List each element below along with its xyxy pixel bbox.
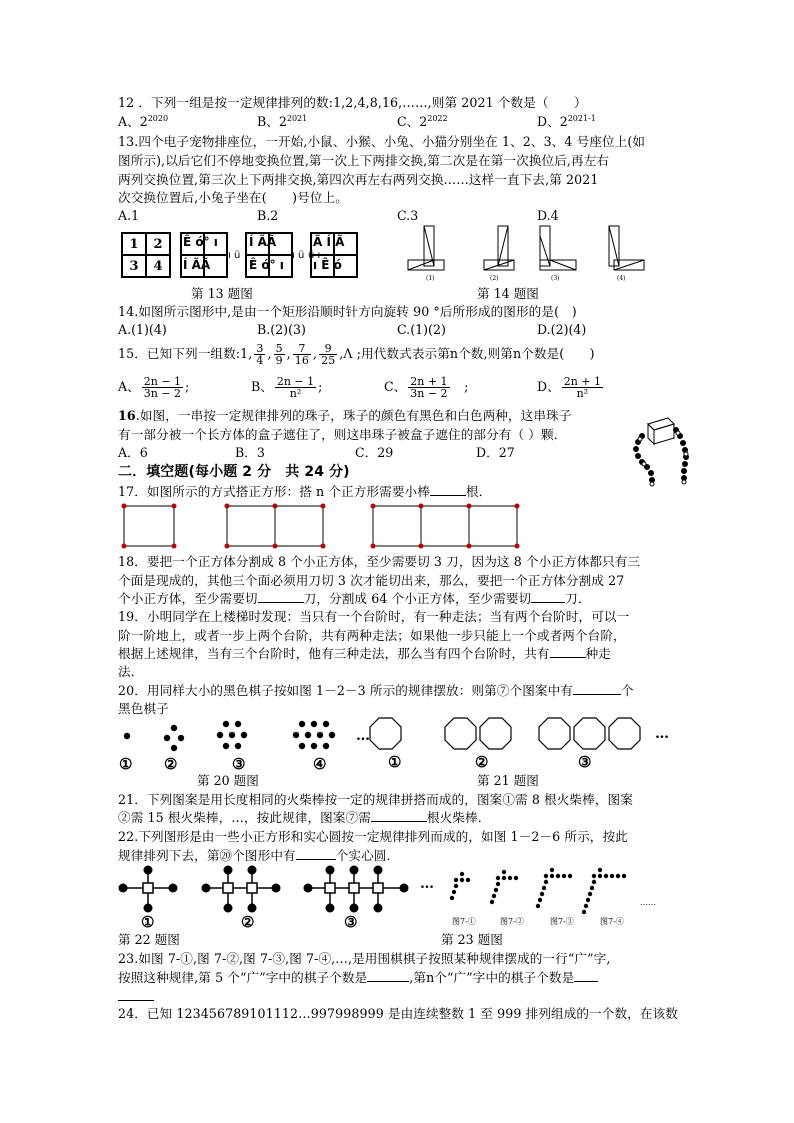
q23-answer-blank[interactable] [118,1000,154,1001]
q13-grid3-top: Ã Í Ã [313,235,345,249]
q23-caption: 第 23 题图 [441,932,503,947]
q14-stem: 14.如图所示图形中,是由一个矩形沿顺时针方向旋转 90 °后所形成的图形的是( ) [118,304,577,319]
q13-grid3-side: ü ı · [308,250,327,261]
q23-label-2: 图7-② [500,917,524,926]
q23-leading-dots: … [420,876,434,892]
q15-option-c: C、 $\frac{2n + 1}{3n - 2}$ ; [384,375,469,400]
q13-option-c: C.3 [397,208,419,223]
q13-line3: 两列交换位置,第三次上下两排交换,第四次再左右两列交换……这样一直下去,第 2021 [118,172,599,187]
q16-option-b: B．3 [235,445,265,460]
q19-line3: 根据上述规律，当有三个台阶时，他有三种走法，那么当有四个台阶时，共有 种走 [118,646,611,661]
q16-line1: 16.如图，一串按一定规律排列的珠子，珠子的颜色有黑色和白色两种，这串珠子 [118,408,572,423]
q12-option-c: C、$2^{2022}$ [397,114,448,129]
q21-line2: ②需 15 根火柴棒，…，按此规律，图案⑦需 根火柴棒． [118,810,491,825]
seat-2: 2 [146,233,170,255]
q18-line1: 18．要把一个正方体分割成 8 个小正方体，至少需要切 3 刀，因为这 8 个小正方体都只有三 [118,554,641,569]
q14-label-2: (2) [490,275,499,282]
q14-option-c: C.(1)(2) [397,322,446,337]
q13-option-a: A.1 [118,208,140,223]
q19-line1: 19．小明同学在上楼梯时发现：当只有一个台阶时，有一种走法；当有两个台阶时，可以一 [118,609,630,624]
q13-line2: 图所示),以后它们不停地变换位置,第一次上下两排交换,第二次是在第一次换位后,再左右 [118,153,610,168]
q20-dots-figure [118,716,358,752]
q16-option-d: D．27 [476,445,515,460]
q23-line1: 23.如图 7-①,图 7-②,图 7-③,图 7-④,…,是用围棋棋子按照某种规律摆成的一行“广”字, [118,951,611,966]
q13-grid1-top: Ê ó° ı [183,235,218,249]
q17-squares-figure [120,502,520,550]
q17-stem: 17．如图所示的方式搭正方形：搭 n 个正方形需要小棒 根． [118,484,492,499]
q12-stem: 12 ．下列一组是按一定规律排列的数:1,2,4,8,16,……,则第 2021 个数是（ ） [118,95,587,110]
q13-caption: 第 13 题图 [191,286,253,301]
q21-octagons-figure [370,716,670,754]
q13-option-b: B.2 [257,208,279,223]
q14-option-a: A.(1)(4) [118,322,167,337]
q13-grid2-side: ı ü [292,250,305,261]
q14-label-3: (3) [551,275,560,282]
q20-label-4: ④ [313,755,327,773]
q22-squares-circles-figure [118,866,418,916]
q16-bead-string-figure [628,416,690,488]
q20-line2: 黑色棋子 [118,701,169,716]
q12-option-d: D、$2^{2021-1}$ [537,114,596,129]
q13-grid3-bottom: ı Ê ó [313,258,342,272]
seat-4: 4 [146,255,170,277]
q14-label-1: (1) [426,275,435,282]
q13-grid1-bottom: Í ÃÃ [183,258,211,272]
q24-line1: 24．已知 123456789101112…997998999 是由连续整数 1 至 999 排列组成的一个数，在该数 [118,1006,678,1021]
q19-line4: 法． [118,664,144,679]
q16-line2: 有一部分被一个长方体的盒子遮住了，则这串珠子被盒子遮住的部分有（ ）颗． [118,427,567,442]
q20-label-2: ② [164,755,178,773]
q13-grid2-top: Í ÃÃ [249,235,277,249]
q21-trailing-dots: … [655,726,669,742]
q20-caption: 第 20 题图 [197,773,259,788]
q22-line2: 规律排列下去，第⑳个图形中有 个实心圆． [118,848,400,863]
q18-line3: 个小正方体，至少需要切 刀，分割成 64 个小正方体，至少需要切 刀． [118,591,591,606]
q13-line1: 13.四个电子宠物排座位，一开始,小鼠、小猴、小兔、小猫分别坐在 1、2、3、4 号座位上(如 [118,134,646,149]
q20-label-3: ③ [232,755,246,773]
q15-option-a: A、 $\frac{2n - 1}{3n - 2}$ ; [118,375,190,400]
q15-stem: 15．已知下列一组数:1, $\frac{3}{4}$ , $\frac{5}{9}$ , $\frac{7}{16}$ , $\frac{9}{25}$ ,Λ ;用代数式表示第n个数,则第n个数是( ) [118,342,595,367]
q13-grid2-bottom: Ê ó° ı [249,258,284,272]
q20-label-1: ① [119,755,133,773]
q23-label-4: 图7-④ [600,917,624,926]
q14-option-d: D.(2)(4) [537,322,587,337]
q20-line1: 20．用同样大小的黑色棋子按如图 1－2－3 所示的规律摆放：则第⑦个图案中有 个 [118,683,634,698]
section-2-title: 二．填空题(每小题 2 分 共 24 分) [118,464,350,480]
q14-caption: 第 14 题图 [477,286,539,301]
q22-line1: 22.下列图形是由一些小正方形和实心圆按一定规律排列而成的，如图 1－2－6 所示，按此 [118,829,628,844]
seat-1: 1 [122,233,146,255]
q21-label-2: ② [475,753,489,771]
q13-seat-grid [121,232,171,278]
q23-line2: 按照这种规律,第 5 个“广”字中的棋子个数是 ,第n个“广”字中的棋子个数是 [118,970,598,986]
q23-guang-figure [448,868,638,916]
q12-option-b: B、$2^{2021}$ [257,114,308,129]
seat-3: 3 [122,255,146,277]
q21-label-1: ① [388,753,402,771]
q22-caption: 第 22 题图 [118,932,180,947]
q21-line1: 21．下列图案是用长度相同的火柴棒按一定的规律拼搭而成的，图案①需 8 根火柴棒，图案 [118,792,633,807]
q21-leading-dots: … [356,728,370,744]
q13-option-d: D.4 [537,208,559,223]
q13-line4: 次交换位置后,小兔子坐在( )号位上。 [118,190,348,205]
q22-label-1: ① [141,913,155,931]
q16-option-c: C．29 [355,445,394,460]
q14-option-b: B.(2)(3) [257,322,306,337]
q22-label-2: ② [241,913,255,931]
q15-option-d: D、 $\frac{2n + 1}{\text{n²}}$ [537,375,601,400]
q23-label-3: 图7-③ [550,917,574,926]
q21-label-3: ③ [578,753,592,771]
q23-trailing-dots: …… [640,898,656,907]
q22-label-3: ③ [344,913,358,931]
q21-caption: 第 21 题图 [477,773,539,788]
q14-label-4: (4) [617,275,626,282]
q18-line2: 个面是现成的，其他三个面必须用刀切 3 次才能切出来，那么，要把一个正方体分割成 27 [118,573,625,588]
q23-label-1: 图7-① [452,917,476,926]
q15-option-b: B、 $\frac{2n - 1}{\text{n²}}$ ; [251,375,323,400]
q16-option-a: A．6 [118,445,148,460]
q19-line2: 阶一阶地上，或者一步上两个台阶，共有两种走法；如果他一步只能上一个或者两个台阶， [118,628,626,643]
q13-grid1-side: ı ü [228,250,241,261]
q12-option-a: A、$2^{2020}$ [118,114,169,129]
